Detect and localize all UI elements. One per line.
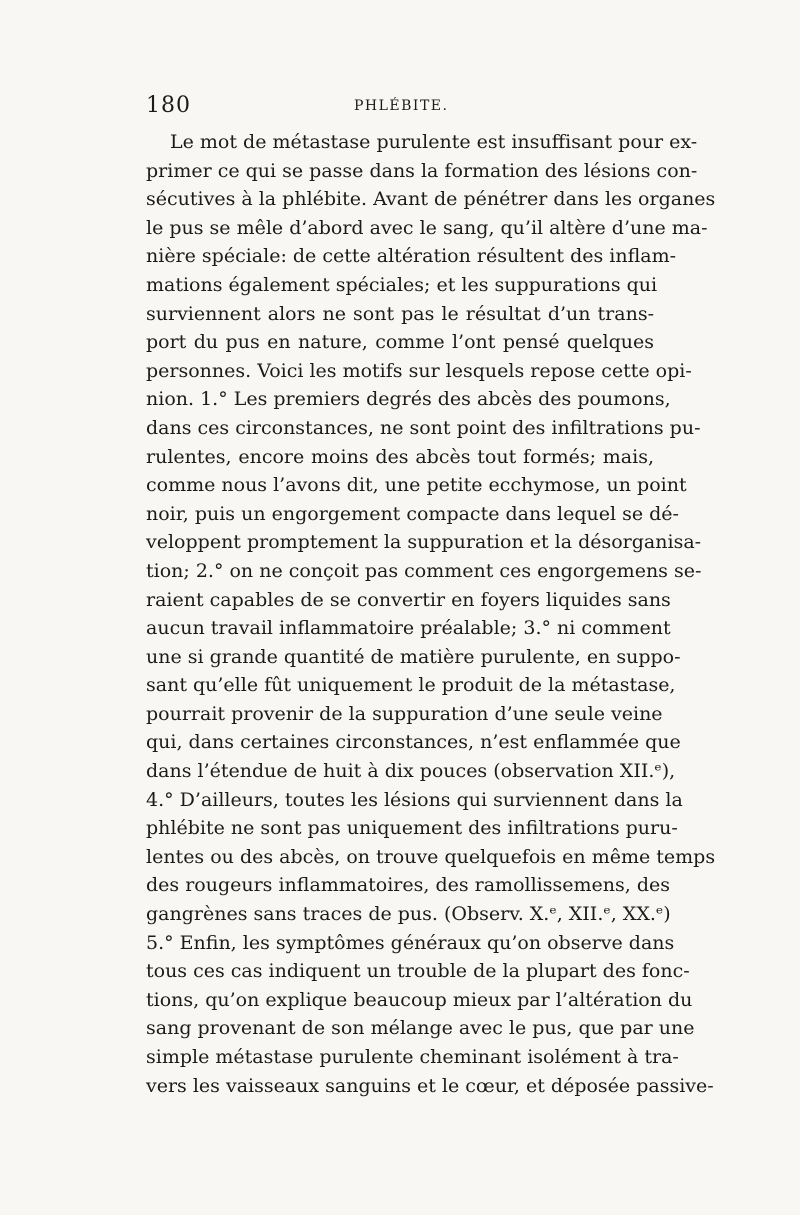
text-line: comme nous l’avons dit, une petite ecchymose, un point (146, 474, 687, 497)
text-line: sant qu’elle fût uniquement le produit de la métastase, (146, 674, 676, 697)
page-number: 180 (146, 93, 191, 118)
text-line: une si grande quantité de matière purulente, en suppo- (146, 645, 681, 668)
text-line: Le mot de métastase purulente est insuffisant pour ex- (170, 131, 698, 153)
text-line: port du pus en nature, comme l’ont pensé quelques (146, 331, 654, 354)
text-line: sang provenant de son mélange avec le pus, que par une (146, 1017, 695, 1040)
text-line: le pus se mêle d’abord avec le sang, qu’il altère d’une ma- (146, 216, 708, 239)
text-line: primer ce qui se passe dans la formation des lésions con- (146, 159, 698, 182)
text-line: mations également spéciales; et les suppurations qui (146, 273, 658, 296)
text-line: tions, qu’on explique beaucoup mieux par l’altération du (146, 988, 693, 1011)
text-line: raient capables de se convertir en foyers liquides sans (146, 588, 671, 611)
text-line: gangrènes sans traces de pus. (Observ. X.ᵉ, XII.ᵉ, XX.ᵉ) (146, 903, 671, 926)
text-line: nière spéciale: de cette altération résultent des inflam- (146, 245, 677, 268)
text-line: phlébite ne sont pas uniquement des infiltrations puru- (146, 817, 678, 840)
text-line: dans ces circonstances, ne sont point des infiltrations pu- (146, 416, 701, 439)
text-line: qui, dans certaines circonstances, n’est enflammée que (146, 731, 681, 754)
text-line: lentes ou des abcès, on trouve quelquefois en même temps (146, 845, 716, 868)
running-head: PHLÉBITE. (354, 98, 449, 114)
body-text (146, 128, 716, 1100)
text-line: nion. 1.° Les premiers degrés des abcès des poumons, (146, 388, 671, 411)
text-line: tous ces cas indiquent un trouble de la plupart des fonc- (146, 960, 690, 983)
text-line: rulentes, encore moins des abcès tout formés; mais, (146, 445, 654, 468)
text-line: aucun travail inflammatoire préalable; 3.° ni comment (146, 617, 671, 640)
page-header (146, 92, 656, 120)
text-line: tion; 2.° on ne conçoit pas comment ces engorgemens se- (146, 559, 702, 582)
text-line: surviennent alors ne sont pas le résultat d’un trans- (146, 302, 654, 325)
text-line: dans l’étendue de huit à dix pouces (observation XII.ᵉ), (146, 760, 676, 783)
text-line: 5.° Enfin, les symptômes généraux qu’on observe dans (146, 931, 675, 954)
text-line: des rougeurs inflammatoires, des ramollissemens, des (146, 874, 670, 897)
text-line: 4.° D’ailleurs, toutes les lésions qui surviennent dans la (146, 788, 683, 811)
text-line: noir, puis un engorgement compacte dans lequel se dé- (146, 502, 679, 525)
text-line: veloppent promptement la suppuration et la désorganisa- (146, 531, 702, 554)
text-line: sécutives à la phlébite. Avant de pénétrer dans les organes (146, 188, 716, 211)
text-line: pourrait provenir de la suppuration d’une seule veine (146, 702, 663, 725)
text-line: personnes. Voici les motifs sur lesquels repose cette opi- (146, 359, 692, 382)
text-line: simple métastase purulente cheminant isolément à tra- (146, 1046, 679, 1068)
text-line: vers les vaisseaux sanguins et le cœur, et déposée passive- (146, 1074, 714, 1097)
